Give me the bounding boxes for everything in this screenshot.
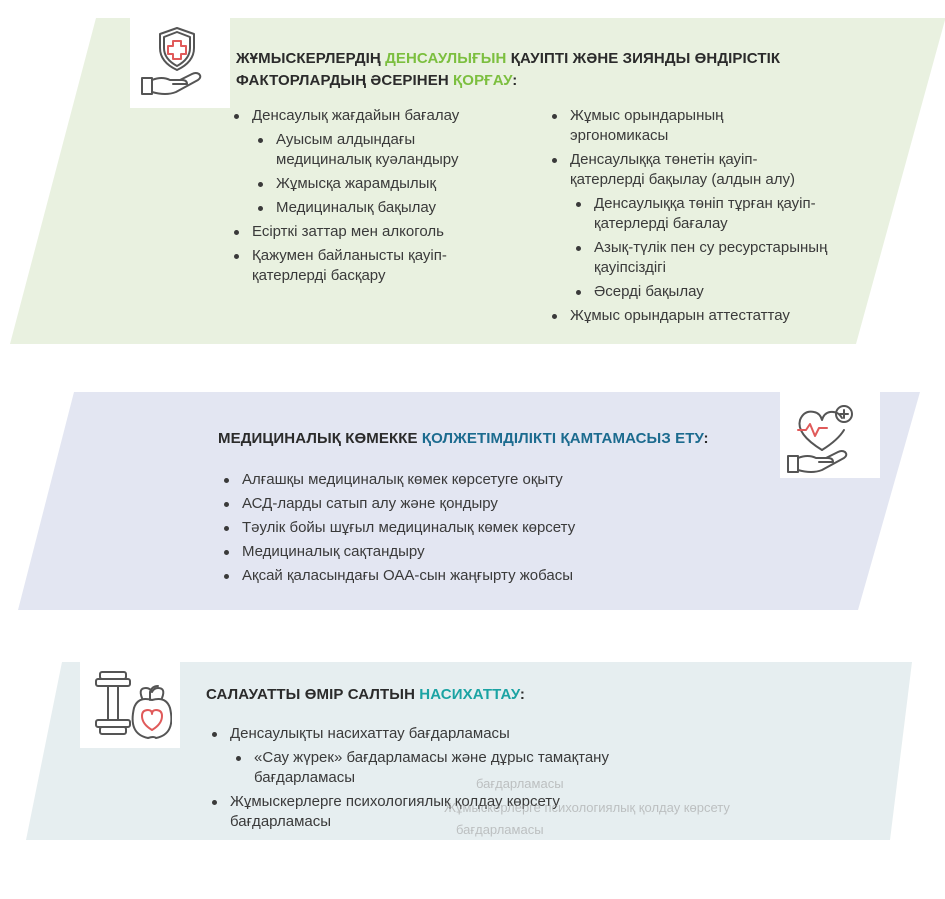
list-item: Денсаулық жағдайын бағалау	[228, 106, 498, 126]
list-item: Денсаулықты насихаттау бағдарламасы	[206, 724, 676, 744]
ghost-text: бағдарламасы	[456, 822, 544, 837]
list-item: «Сау жүрек» бағдарламасы және дұрыс тамақтану бағдарламасы	[206, 748, 676, 788]
list-item: Денсаулыққа төнетін қауіп-қатерлерді бақылау (алдын алу)	[546, 150, 820, 190]
list-item: АСД-ларды сатып алу және қондыру	[218, 494, 738, 514]
section1-heading-text-middle: ҚАУІПТІ ЖӘНЕ ЗИЯНДЫ ӨНДІРІСТІК ФАКТОРЛАРДЫҢ ӘСЕРІНЕН	[236, 50, 781, 89]
section2-heading	[218, 428, 778, 450]
section1-heading	[236, 48, 856, 92]
section3-heading	[206, 684, 726, 706]
section1-heading-colon: :	[512, 72, 518, 89]
list-item: Ауысым алдындағы медициналық куәландыру	[228, 130, 498, 170]
section2-heading-text: МЕДИЦИНАЛЫҚ КӨМЕККЕ	[218, 430, 422, 447]
section1-left-list	[228, 106, 498, 290]
list-item: Жұмыс орындарын аттестаттау	[546, 306, 846, 326]
section2-heading-colon: :	[703, 430, 709, 447]
list-item: Азық-түлік пен су ресурстарының қауіпсіздігі	[546, 238, 844, 278]
list-item: Есірткі заттар мен алкоголь	[228, 222, 498, 242]
list-item: Қажумен байланысты қауіп-қатерлерді басқару	[228, 246, 498, 286]
section1-heading-text: ЖҰМЫСКЕРЛЕРДІҢ	[236, 50, 386, 67]
list-item: Жұмысқа жарамдылық	[228, 174, 498, 194]
section3-heading-colon: :	[519, 686, 525, 703]
list-item: Денсаулыққа төніп тұрған қауіп-қатерлерді бағалау	[546, 194, 854, 234]
list-item: Ақсай қаласындағы ОАА-сын жаңғырту жобасы	[218, 566, 738, 586]
heart-pulse-hand-icon	[782, 398, 868, 484]
list-item: Алғашқы медициналық көмек көрсетуге оқыту	[218, 470, 738, 490]
section1-heading-highlight-health: ДЕНСАУЛЫҒЫН	[385, 50, 507, 67]
dumbbell-apple-heart-icon	[86, 664, 172, 750]
section2-list	[218, 470, 738, 590]
list-item: Әсерді бақылау	[546, 282, 846, 302]
section1-right-list	[546, 106, 846, 330]
list-item: Жұмыскерлерге психологиялық қолдау көрсету бағдарламасы	[206, 792, 630, 832]
section2-heading-highlight: ҚОЛЖЕТІМДІЛІКТІ ҚАМТАМАСЫЗ ЕТУ	[421, 430, 704, 447]
section1-heading-highlight-protect: ҚОРҒАУ	[453, 72, 513, 89]
ghost-text: бағдарламасы	[476, 776, 564, 791]
list-item: Медициналық бақылау	[228, 198, 498, 218]
list-item: Медициналық сақтандыру	[218, 542, 738, 562]
section3-list	[206, 724, 676, 836]
list-item: Тәулік бойы шұғыл медициналық көмек көрсету	[218, 518, 738, 538]
section3-heading-highlight: НАСИХАТТАУ	[419, 686, 520, 703]
section3-heading-text: САЛАУАТТЫ ӨМІР САЛТЫН	[206, 686, 420, 703]
ghost-text: Жұмыскерлерге психологиялық қолдау көрсету	[444, 800, 730, 815]
shield-cross-hand-icon	[134, 18, 220, 104]
list-item: Жұмыс орындарының эргономикасы	[546, 106, 770, 146]
